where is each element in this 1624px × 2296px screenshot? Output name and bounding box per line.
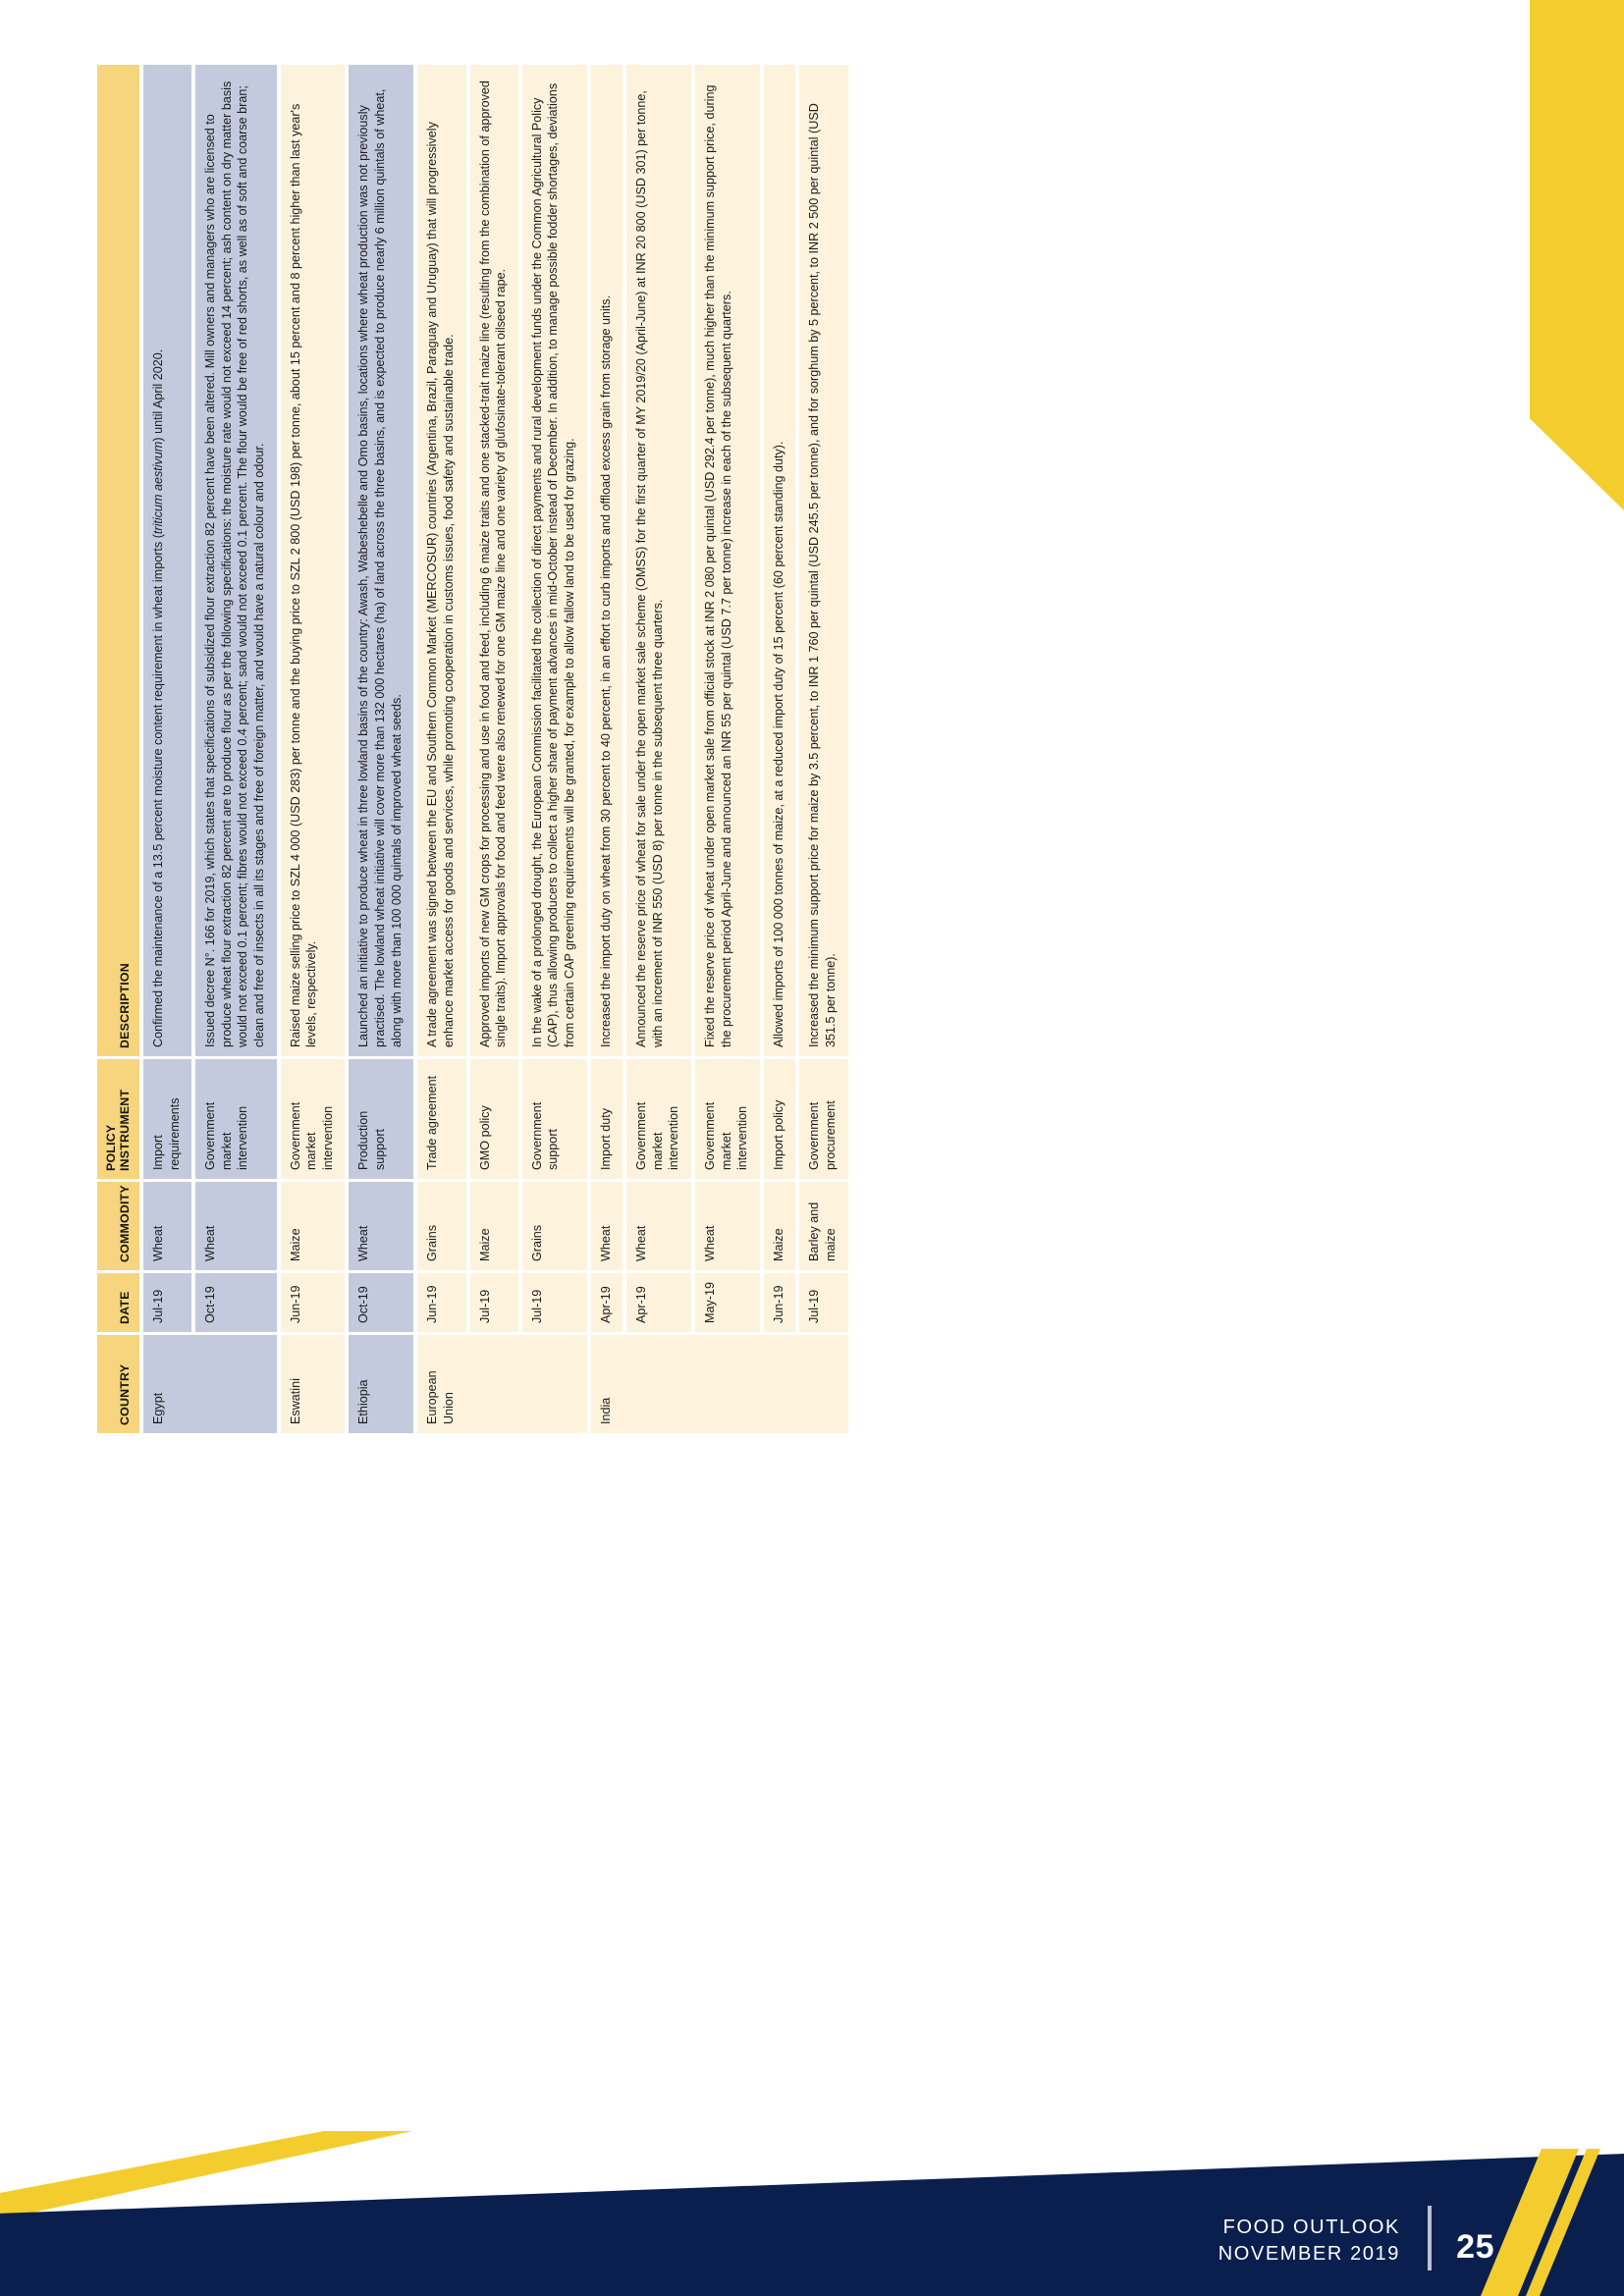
cell-description: Approved imports of new GM crops for processing and use in food and feed, including 6 maize traits and one stacked-trait maize line (resulting from the combination of approved single traits). Import approvals for food and feed were also renewed for one GM maize line and one variety of glufosinate-tolerant oilseed rape.	[470, 65, 518, 1056]
cell-description: Increased the import duty on wheat from 30 percent to 40 percent, in an effort to curb imports and offload excess grain from storage units.	[591, 65, 623, 1056]
table-row	[417, 65, 465, 1433]
policy-table	[93, 62, 852, 1436]
table-row	[626, 65, 691, 1433]
section-tab-label	[1581, 0, 1610, 147]
cell-date: Jul-19	[470, 1273, 518, 1332]
cell-description: Launched an initiative to produce wheat in three lowland basins of the country: Awash, Wabeshebelle and Omo basins, locations where wheat production was not previously practised. The lowland wheat initiative will cover more than 132 000 hectares (ha) of land across the three basins, and is expected to produce nearly 6 million quintals of wheat, along with more than 100 000 quintals of improved wheat seeds.	[349, 65, 413, 1056]
cell-policy-instrument: Production support	[349, 1059, 413, 1179]
cell-policy-instrument: Government market intervention	[626, 1059, 691, 1179]
cell-description: Confirmed the maintenance of a 13.5 percent moisture content requirement in wheat imports (triticum aestivum) until April 2020.	[143, 65, 191, 1056]
cell-commodity: Grains	[417, 1182, 465, 1270]
table-header-row	[97, 65, 139, 1433]
cell-date: Jun-19	[764, 1273, 796, 1332]
cell-country: European Union	[417, 1335, 586, 1433]
cell-commodity: Maize	[764, 1182, 796, 1270]
cell-date: Jul-19	[799, 1273, 847, 1332]
cell-policy-instrument: Government support	[522, 1059, 587, 1179]
cell-commodity: Grains	[522, 1182, 587, 1270]
cell-commodity: Wheat	[195, 1182, 276, 1270]
cell-policy-instrument: Import requirements	[143, 1059, 191, 1179]
cell-policy-instrument: Trade agreement	[417, 1059, 465, 1179]
cell-policy-instrument: Government market intervention	[281, 1059, 346, 1179]
cell-policy-instrument: Government procurement	[799, 1059, 847, 1179]
cell-description: In the wake of a prolonged drought, the European Commission facilitated the collection of direct payments and rural development funds under the Common Agricultural Policy (CAP), thus allowing producers to collect a higher share of payment advances in mid-October instead of December. In addition, to manage possible fodder shortages, deviations from certain CAP greening requirements will be granted, for example to allow fallow land to be used for grazing.	[522, 65, 587, 1056]
footer-title-line1: FOOD OUTLOOK	[1222, 2216, 1400, 2239]
cell-country: Eswatini	[281, 1335, 346, 1433]
header-commodity: COMMODITY	[97, 1182, 139, 1270]
cell-date: Oct-19	[349, 1273, 413, 1332]
cell-commodity: Wheat	[143, 1182, 191, 1270]
cell-commodity: Wheat	[695, 1182, 760, 1270]
cell-date: Apr-19	[626, 1273, 691, 1332]
table-row	[695, 65, 760, 1433]
cell-commodity: Wheat	[591, 1182, 623, 1270]
cell-country: India	[591, 1335, 848, 1433]
cell-commodity: Wheat	[626, 1182, 691, 1270]
cell-commodity: Wheat	[349, 1182, 413, 1270]
cell-policy-instrument: Government market intervention	[195, 1059, 276, 1179]
cell-date: Jul-19	[143, 1273, 191, 1332]
page-number: 25	[1456, 2228, 1494, 2266]
policy-table-stage	[93, 77, 977, 1436]
header-date: DATE	[97, 1273, 139, 1332]
section-tab	[1492, 0, 1624, 510]
table-row	[195, 65, 276, 1433]
cell-policy-instrument: Government market intervention	[695, 1059, 760, 1179]
cell-description: Announced the reserve price of wheat for sale under the open market sale scheme (OMSS) for the first quarter of MY 2019/20 (April-June) at INR 20 800 (USD 301) per tonne, with an increment of INR 550 (USD 8) per tonne in the subsequent three quarters.	[626, 65, 691, 1056]
cell-date: Apr-19	[591, 1273, 623, 1332]
cell-policy-instrument: Import duty	[591, 1059, 623, 1179]
table-row	[591, 65, 623, 1433]
cell-description: Increased the minimum support price for maize by 3.5 percent, to INR 1 760 per quintal (USD 245.5 per tonne), and for sorghum by 5 percent, to INR 2 500 per quintal (USD 351.5 per tonne).	[799, 65, 847, 1056]
table-row	[470, 65, 518, 1433]
page-footer	[0, 2109, 1624, 2296]
table-row	[281, 65, 346, 1433]
cell-date: Jun-19	[281, 1273, 346, 1332]
footer-publication-title	[1218, 2215, 1400, 2267]
cell-description: Allowed imports of 100 000 tonnes of maize, at a reduced import duty of 15 percent (60 percent standing duty).	[764, 65, 796, 1056]
cell-country: Ethiopia	[349, 1335, 413, 1433]
cell-policy-instrument: GMO policy	[470, 1059, 518, 1179]
footer-title-line2: NOVEMBER 2019	[1218, 2242, 1400, 2265]
table-row	[764, 65, 796, 1433]
cell-commodity: Barley and maize	[799, 1182, 847, 1270]
footer-divider	[1428, 2206, 1432, 2270]
header-description: DESCRIPTION	[97, 65, 139, 1056]
cell-date: Jun-19	[417, 1273, 465, 1332]
cell-country: Egypt	[143, 1335, 277, 1433]
cell-commodity: Maize	[281, 1182, 346, 1270]
table-row	[143, 65, 191, 1433]
cell-date: Jul-19	[522, 1273, 587, 1332]
table-row	[522, 65, 587, 1433]
header-country: COUNTRY	[97, 1335, 139, 1433]
table-row	[349, 65, 413, 1433]
table-body	[143, 65, 848, 1433]
cell-date: May-19	[695, 1273, 760, 1332]
cell-description: A trade agreement was signed between the EU and Southern Common Market (MERCOSUR) countries (Argentina, Brazil, Paraguay and Uruguay) that will progressively enhance market access for goods and services, while promoting cooperation in customs issues, food safety and sustainable trade.	[417, 65, 465, 1056]
cell-description: Fixed the reserve price of wheat under open market sale from official stock at INR 2 080 per quintal (USD 292.4 per tonne), much higher than the minimum support price, during the procurement period April-June and announced an INR 55 per quintal (USD 7.7 per tonne) increase in each of the subsequent quarters.	[695, 65, 760, 1056]
cell-policy-instrument: Import policy	[764, 1059, 796, 1179]
cell-date: Oct-19	[195, 1273, 276, 1332]
table-row	[799, 65, 847, 1433]
cell-description: Raised maize selling price to SZL 4 000 (USD 283) per tonne and the buying price to SZL 2 800 (USD 198) per tonne, about 15 percent and 8 percent higher than last year's levels, respectively.	[281, 65, 346, 1056]
cell-description: Issued decree N°. 166 for 2019, which states that specifications of subsidized flour extraction 82 percent have been altered. Mill owners and managers who are licensed to produce wheat flour extraction 82 percent are to produce flour as per the following specifications: the moisture rate would not exceed 14 percent; ash content on dry matter basis would not exceed 0.1 percent; fibres would not exceed 0.4 percent; sand would not exceed 0.1 percent. The flour would be free of red shorts, as well as of soft and coarse bran; clean and free of insects in all its stages and free of foreign matter, and would have a natural colour and odour.	[195, 65, 276, 1056]
cell-commodity: Maize	[470, 1182, 518, 1270]
header-policy-instrument: POLICY INSTRUMENT	[97, 1059, 139, 1179]
